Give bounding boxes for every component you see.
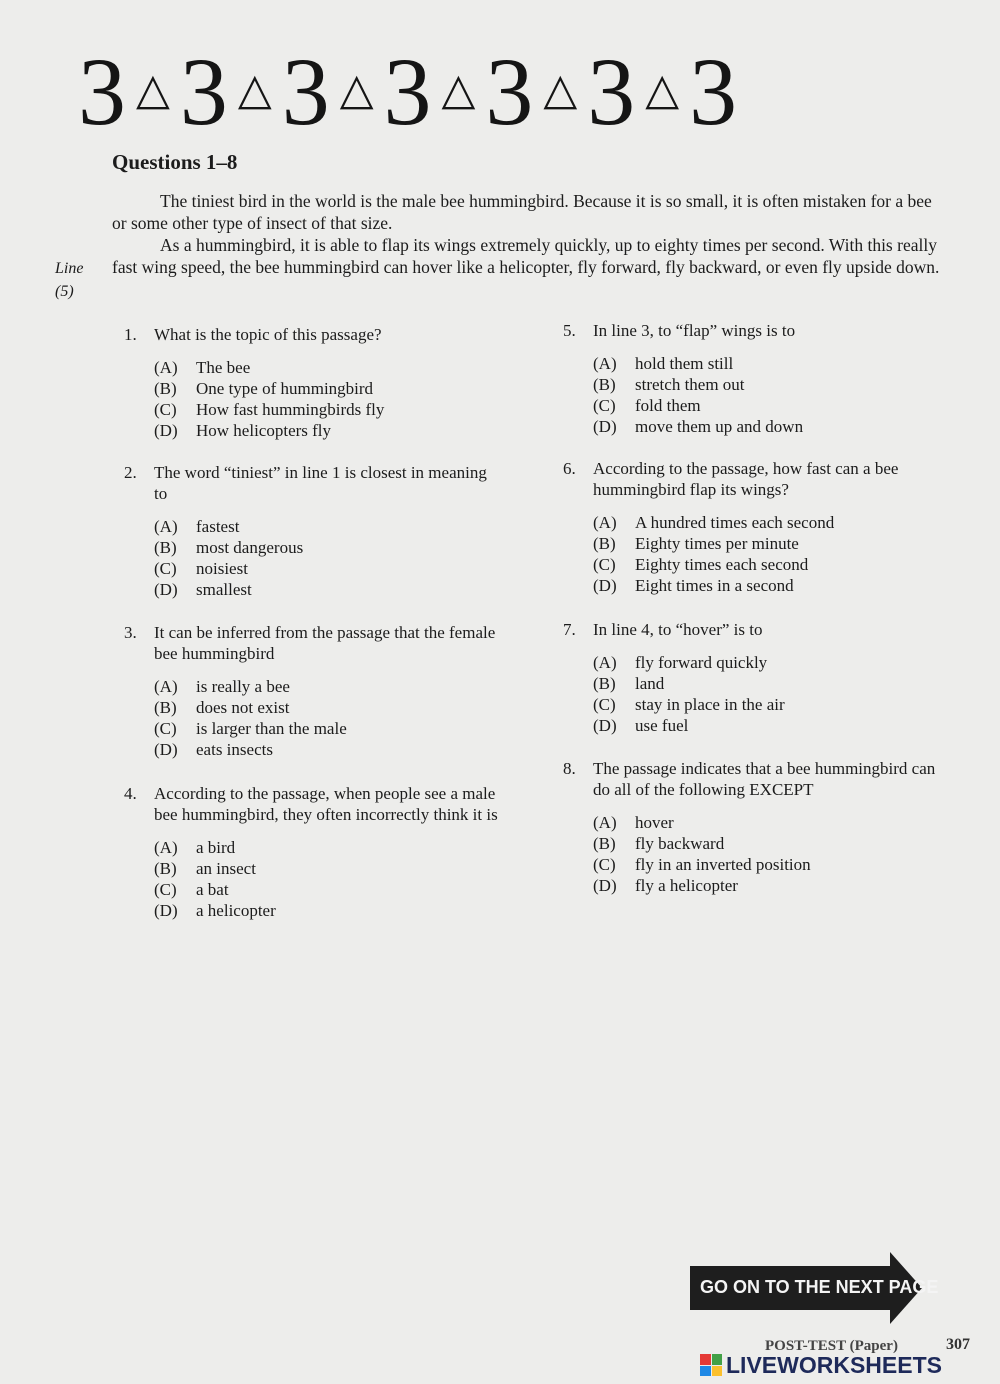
question-stem [563,758,943,800]
liveworksheets-logo-icon [700,1354,722,1376]
question-number: 4. [124,784,137,803]
question-1 [124,324,504,441]
option-letter: (B) [593,834,616,853]
question-number: 8. [563,759,576,778]
question-text: It can be inferred from the passage that the female bee hummingbird [154,623,496,663]
option-text: hover [635,813,674,832]
question-number: 3. [124,623,137,642]
question-text: What is the topic of this passage? [154,325,382,344]
triangle-icon: △ [441,65,478,114]
answer-options [563,512,943,596]
option-letter: (B) [593,534,616,553]
option-text: is larger than the male [196,719,347,738]
answer-option[interactable] [593,416,943,437]
answer-option[interactable] [154,399,504,420]
option-letter: (D) [154,740,178,759]
option-text: use fuel [635,716,689,735]
question-5 [563,320,943,437]
answer-option[interactable] [154,378,504,399]
watermark-text: LIVEWORKSHEETS [726,1351,942,1378]
option-letter: (D) [154,580,178,599]
section-title: Questions 1–8 [112,150,238,174]
answer-option[interactable] [154,697,504,718]
option-letter: (B) [154,538,177,557]
option-letter: (D) [593,417,617,436]
option-letter: (B) [593,674,616,693]
option-letter: (D) [593,576,617,595]
answer-option[interactable] [593,875,943,896]
answer-option[interactable] [593,694,943,715]
option-text: does not exist [196,698,290,717]
answer-option[interactable] [154,537,504,558]
triangle-icon: △ [237,65,274,114]
option-text: a bird [196,838,236,857]
option-text: a bat [196,880,229,899]
question-6 [563,458,943,596]
answer-option[interactable] [593,374,943,395]
option-text: fly a helicopter [635,876,738,895]
question-8 [563,758,943,896]
option-letter: (C) [593,855,616,874]
question-7 [563,619,943,736]
option-text: fastest [196,517,240,536]
answer-option[interactable] [593,353,943,374]
section-number: 3 [78,38,128,145]
question-text: In line 4, to “hover” is to [593,620,763,639]
question-stem [563,320,943,341]
footer-section-label: POST-TEST (Paper) [765,1338,898,1354]
answer-option[interactable] [154,837,504,858]
answer-option[interactable] [593,812,943,833]
option-letter: (B) [154,859,177,878]
answer-options [563,652,943,736]
question-number: 5. [563,321,576,340]
question-stem [124,324,504,345]
option-letter: (D) [593,716,617,735]
answer-option[interactable] [154,718,504,739]
option-text: hold them still [635,354,734,373]
question-text: The passage indicates that a bee hummingbird can do all of the following EXCEPT [593,759,936,799]
option-text: How helicopters fly [196,421,332,440]
answer-option[interactable] [593,395,943,416]
question-number: 7. [563,620,576,639]
reading-passage [112,190,942,278]
option-letter: (A) [593,653,617,672]
section-header-banner [78,38,978,145]
question-text: According to the passage, how fast can a bee hummingbird flap its wings? [593,459,899,499]
section-number: 3 [383,38,434,145]
question-stem [124,462,504,504]
answer-option[interactable] [593,554,943,575]
answer-option[interactable] [593,652,943,673]
answer-option[interactable] [154,558,504,579]
answer-options [124,516,504,600]
question-number: 1. [124,325,137,344]
answer-option[interactable] [154,879,504,900]
answer-option[interactable] [593,715,943,736]
option-letter: (C) [154,880,177,899]
section-number: 3 [689,38,740,145]
option-text: a helicopter [196,901,276,920]
option-letter: (A) [154,838,178,857]
option-text: is really a bee [196,677,290,696]
answer-options [124,837,504,921]
option-text: noisiest [196,559,248,578]
next-page-button[interactable] [690,1252,939,1324]
section-number: 3 [485,38,536,145]
section-number: 3 [179,38,230,145]
option-text: The bee [196,358,251,377]
answer-option[interactable] [593,854,943,875]
option-text: fly forward quickly [635,653,768,672]
option-letter: (D) [593,876,617,895]
option-letter: (A) [154,677,178,696]
option-letter: (B) [154,379,177,398]
triangle-icon: △ [136,65,172,114]
option-text: fold them [635,396,701,415]
section-number: 3 [587,38,638,145]
question-3 [124,622,504,760]
answer-option[interactable] [154,739,504,760]
question-stem [563,619,943,640]
question-2 [124,462,504,600]
answer-option[interactable] [154,516,504,537]
option-text: Eighty times per minute [635,534,799,553]
option-text: A hundred times each second [635,513,835,532]
option-text: Eight times in a second [635,576,794,595]
option-letter: (C) [154,400,177,419]
question-stem [124,622,504,664]
answer-options [124,676,504,760]
question-number: 6. [563,459,576,478]
page-number: 307 [946,1336,970,1353]
option-letter: (A) [593,354,617,373]
answer-option[interactable] [154,579,504,600]
answer-option[interactable] [593,833,943,854]
option-text: an insect [196,859,256,878]
option-text: most dangerous [196,538,304,557]
triangle-icon: △ [543,65,580,114]
option-letter: (D) [154,901,178,920]
option-letter: (B) [593,375,616,394]
answer-option[interactable] [154,900,504,921]
option-text: stay in place in the air [635,695,785,714]
option-letter: (D) [154,421,178,440]
line-label: Line [55,260,84,277]
question-4 [124,783,504,921]
answer-option[interactable] [593,575,943,596]
question-text: The word “tiniest” in line 1 is closest in meaning to [154,463,487,503]
option-text: Eighty times each second [635,555,809,574]
answer-option[interactable] [154,858,504,879]
option-text: How fast hummingbirds fly [196,400,385,419]
option-text: land [635,674,665,693]
question-number: 2. [124,463,137,482]
option-letter: (C) [154,559,177,578]
answer-option[interactable] [154,420,504,441]
section-number: 3 [281,38,332,145]
answer-option[interactable] [593,673,943,694]
triangle-icon: △ [645,65,682,114]
option-text: eats insects [196,740,273,759]
option-letter: (A) [593,513,617,532]
answer-option[interactable] [593,512,943,533]
answer-options [124,357,504,441]
option-text: stretch them out [635,375,745,394]
option-letter: (A) [154,358,178,377]
question-stem [124,783,504,825]
option-letter: (C) [593,695,616,714]
line-number-5: (5) [55,283,74,300]
option-letter: (C) [593,396,616,415]
passage-paragraph: The tiniest bird in the world is the male bee hummingbird. Because it is so small, it is often mistaken for a bee or some other type of insect of that size. [112,191,932,233]
answer-option[interactable] [154,357,504,378]
triangle-icon: △ [339,65,376,114]
option-text: smallest [196,580,252,599]
option-letter: (C) [154,719,177,738]
next-page-label: GO ON TO THE NEXT PAGE [700,1277,939,1297]
option-letter: (A) [593,813,617,832]
option-letter: (B) [154,698,177,717]
answer-option[interactable] [154,676,504,697]
option-letter: (A) [154,517,178,536]
option-text: fly backward [635,834,725,853]
answer-options [563,812,943,896]
option-text: One type of hummingbird [196,379,374,398]
option-letter: (C) [593,555,616,574]
option-text: move them up and down [635,417,804,436]
liveworksheets-watermark [700,1352,942,1378]
question-text: In line 3, to “flap” wings is to [593,321,796,340]
question-text: According to the passage, when people see a male bee hummingbird, they often incorrectly think it is [154,784,498,824]
question-stem [563,458,943,500]
option-text: fly in an inverted position [635,855,811,874]
answer-options [563,353,943,437]
answer-option[interactable] [593,533,943,554]
passage-paragraph: As a hummingbird, it is able to flap its wings extremely quickly, up to eighty times per second. With this really fast wing speed, the bee hummingbird can hover like a helicopter, fly forward, fly backward, or even fly upside down. [112,235,940,277]
